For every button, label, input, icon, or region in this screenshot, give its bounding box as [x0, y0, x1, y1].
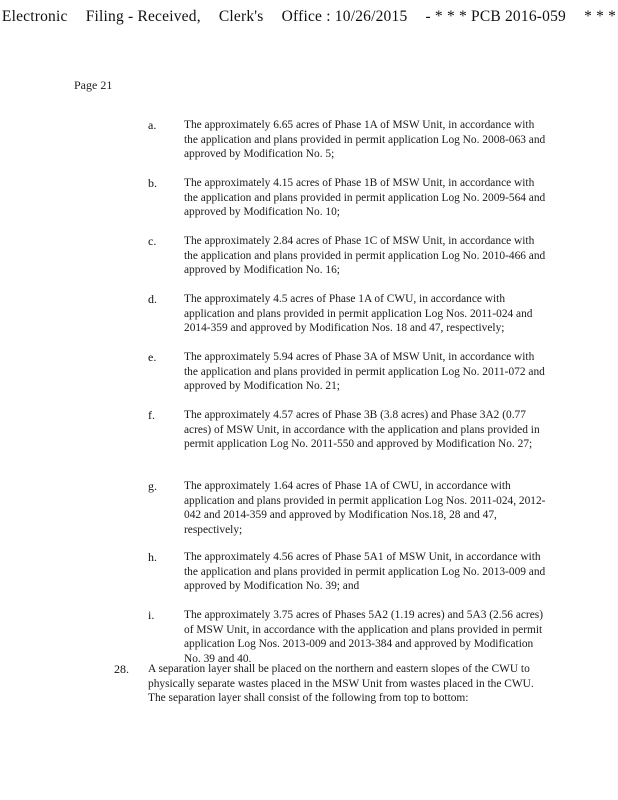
- item-text: The approximately 4.15 acres of Phase 1B of MSW Unit, in accordance with the application and plans provided in permit application Log No. 2009-564 and approved by Modification No. 10;: [184, 177, 546, 218]
- list-item-a: [0, 118, 618, 176]
- paragraph-text: A separation layer shall be placed on the northern and eastern slopes of the CWU to physically separate wastes placed in the MSW Unit from wastes placed in the CWU. The separation layer shall consist of the following from top to bottom:: [148, 663, 534, 704]
- item-text: The approximately 6.65 acres of Phase 1A of MSW Unit, in accordance with the application and plans provided in permit application Log No. 2008-063 and approved by Modification No. 5;: [184, 119, 546, 160]
- item-letter: a.: [148, 118, 157, 132]
- item-text: The approximately 4.5 acres of Phase 1A of CWU, in accordance with application and plans provided in permit application Log Nos. 2011-024 and 2014-359 and approved by Modification Nos. 18 and 47, respectively;: [184, 293, 533, 334]
- item-text: The approximately 4.57 acres of Phase 3B (3.8 acres) and Phase 3A2 (0.77 acres) of MSW Unit, in accordance with the application and plans provided in permit application Log No. 2011-550 and approved by Modification No. 27;: [184, 409, 540, 450]
- header-part4: Office: [281, 8, 323, 25]
- list-item-f: [0, 408, 618, 479]
- item-letter: i.: [148, 608, 155, 622]
- phase-list: [0, 118, 618, 679]
- item-letter: e.: [148, 350, 157, 364]
- list-item-h: [0, 550, 618, 608]
- list-item-e: [0, 350, 618, 408]
- header-part6: 10/26/2015: [334, 8, 408, 25]
- header-part1: Electronic: [1, 8, 68, 25]
- header-part2: Filing - Received,: [85, 8, 201, 25]
- item-text: The approximately 5.94 acres of Phase 3A of MSW Unit, in accordance with the application and plans provided in permit application Log No. 2011-072 and approved by Modification No. 21;: [184, 351, 545, 392]
- item-letter: g.: [148, 479, 157, 493]
- header-part3: Clerk's: [218, 8, 264, 25]
- item-letter: c.: [148, 234, 157, 248]
- item-letter: f.: [148, 408, 155, 422]
- item-letter: h.: [148, 550, 157, 564]
- list-item-d: [0, 292, 618, 350]
- electronic-filing-header: [0, 8, 618, 26]
- item-text: The approximately 3.75 acres of Phases 5A2 (1.19 acres) and 5A3 (2.56 acres) of MSW Unit, in accordance with the application and plans provided in permit application Log Nos. 2013-009 and 2013-384 and approved by Modification No. 39 and 40.: [184, 609, 543, 665]
- header-part5: :: [326, 8, 331, 25]
- page-number: Page 21: [74, 78, 113, 92]
- item-text: The approximately 1.64 acres of Phase 1A of CWU, in accordance with application and plans provided in permit application Log Nos. 2011-024, 2012-042 and 2014-359 and approved by Modification Nos.18, 28 and 47, respectively;: [184, 480, 546, 536]
- list-item-c: [0, 234, 618, 292]
- header-part7: - * * * PCB 2016-059: [425, 8, 566, 25]
- header-part8: * * *: [584, 8, 617, 25]
- list-item-b: [0, 176, 618, 234]
- item-letter: b.: [148, 176, 157, 190]
- item-text: The approximately 4.56 acres of Phase 5A1 of MSW Unit, in accordance with the application and plans provided in permit application Log No. 2013-009 and approved by Modification No. 39; and: [184, 551, 546, 592]
- item-text: The approximately 2.84 acres of Phase 1C of MSW Unit, in accordance with the application and plans provided in permit application Log No. 2010-466 and approved by Modification No. 16;: [184, 235, 546, 276]
- item-letter: d.: [148, 292, 157, 306]
- list-item-g: [0, 479, 618, 550]
- paragraph-number: 28.: [114, 662, 129, 676]
